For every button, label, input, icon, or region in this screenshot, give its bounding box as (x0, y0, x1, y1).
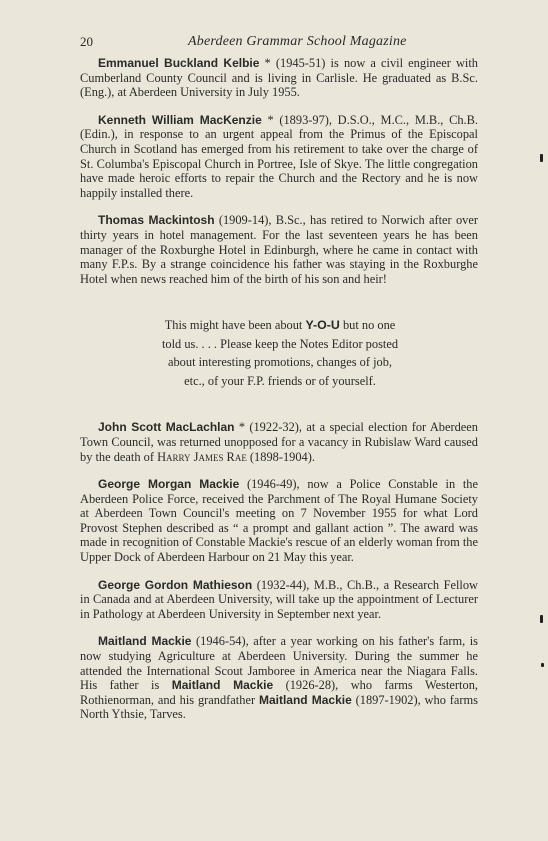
entry-kelbie (80, 56, 478, 100)
entry-name: George Morgan Mackie (98, 477, 240, 492)
entry-mathieson (80, 578, 478, 622)
referenced-name: Maitland Mackie (171, 678, 274, 693)
entry-text: * (1945-51) is now a civil engineer with Cumberland County Council and is living in Carlisle. He graduated as B.Sc. (Eng.), at Aberdeen University in July 1955. (80, 56, 478, 100)
entry-text: (1897-1902), who farms North Ythsie, Tarves. (80, 692, 478, 722)
page-number: 20 (80, 34, 93, 49)
entry-text: (1909-14), B.Sc., has retired to Norwich after over thirty years in hotel management. For the last seventeen years he has been manager of the Roxburghe Hotel in Edinburgh, where he came in contact with many F.P.s. By a strange coincidence his father was staying in the Roxburghe Hotel when news reached him of the birth of his son and heir! (80, 213, 478, 286)
entry-george-mackie (80, 477, 478, 565)
notes-column (80, 56, 478, 735)
margin-speck (541, 663, 544, 667)
entry-text: (1898-1904). (246, 449, 315, 464)
entry-maclachlan (80, 420, 478, 464)
entry-text: * (1893-97), D.S.O., M.C., M.B., Ch.B. (Edin.), in response to an urgent appeal from the Primus of the Episcopal Church in Scotland has emerged from his retirement to take over the charge of St. Columba's Episcopal Church in Portree, Isle of Skye. The little congregation have made heroic efforts to repair the Church and the Rectory and he is now happily installed there. (80, 112, 478, 200)
entry-name: John Scott MacLachlan (98, 420, 235, 435)
entry-name: Thomas Mackintosh (98, 213, 215, 228)
entry-text: (1946-54), after a year working on his father's farm, is now studying Agriculture at Aberdeen University. During the summer he attended the International Scout Jamboree in America near the Niagara Falls. His father is (80, 634, 478, 693)
entry-name: George Gordon Mathieson (98, 577, 253, 592)
entry-mackintosh (80, 213, 478, 286)
notice-text: but no one told us. . . . Please keep the Notes Editor posted about interesting promotions, changes of job, etc., of your F.P. friends or of yourself. (161, 318, 399, 388)
entry-name: Kenneth William MacKenzie (98, 112, 262, 127)
running-title: Aberdeen Grammar School Magazine (188, 34, 407, 49)
page-header (80, 34, 480, 52)
entry-text: * (1922-32), at a special election for Aberdeen Town Council, was returned unopposed for a vacancy in Rubislaw Ward caused by the death of (80, 420, 478, 464)
entry-text: (1946-49), now a Police Constable in the Aberdeen Police Force, received the Parchment of The Royal Humane Society at Aberdeen Town Council's meeting on 7 November 1955 for what Lord Provost Stephen described as “ a prompt and gallant action ”. The award was made in recognition of Constable Mackie's rescue of an elderly woman from the Upper Dock of Aberdeen Harbour on 21 May this year. (80, 477, 478, 565)
referenced-name: Maitland Mackie (258, 692, 352, 707)
entry-text: (1932-44), M.B., Ch.B., a Research Fellow in Canada and at Aberdeen University, will take up the appointment of Lecturer in Pathology at Aberdeen University in September next year. (80, 577, 478, 621)
entry-mackenzie (80, 113, 478, 201)
entry-name: Emmanuel Buckland Kelbie (98, 56, 260, 70)
margin-speck (540, 154, 543, 162)
notice-emphasis: Y-O-U (305, 318, 340, 333)
entry-name: Maitland Mackie (98, 634, 192, 649)
entry-maitland-mackie (80, 634, 478, 722)
notice-text: This might have been about (164, 318, 306, 333)
editor-notice (160, 316, 400, 390)
entry-text: (1926-28), who farms Westerton, Rothienorman, and his grandfather (80, 678, 478, 707)
margin-speck (540, 615, 543, 623)
referenced-name: Harry James Rae (157, 449, 247, 464)
